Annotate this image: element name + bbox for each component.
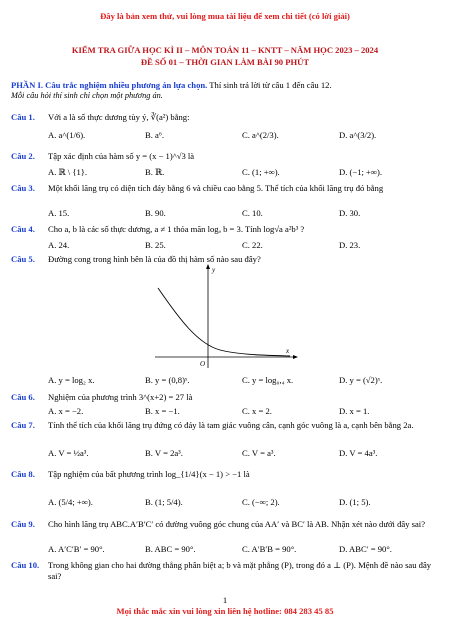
y-axis-label: y: [212, 266, 216, 274]
question-text: Đường cong trong hình bên là của đồ thị hàm số nào sau đây?: [48, 254, 261, 264]
option-b[interactable]: B. V = 2a³.: [145, 448, 183, 458]
option-d[interactable]: D. a^(3/2).: [339, 130, 377, 140]
option-a[interactable]: A. 15.: [48, 208, 70, 218]
question-text: Tập nghiệm của bất phương trình log_{1/4}(x − 1) > −1 là: [48, 469, 250, 479]
option-c[interactable]: C. a^(2/3).: [242, 130, 279, 140]
question-number: Câu 5.: [11, 254, 35, 264]
option-b[interactable]: B. 90.: [145, 208, 166, 218]
option-b[interactable]: B. y = (0,8)ˣ.: [145, 375, 190, 385]
question-number: Câu 7.: [11, 420, 35, 430]
option-a[interactable]: A. ℝ \ {1}.: [48, 167, 88, 177]
option-d[interactable]: D. ABC′ = 90°.: [339, 544, 392, 554]
option-b[interactable]: B. a⁶.: [145, 130, 164, 140]
x-axis-arrow: [293, 355, 298, 359]
option-b[interactable]: B. ABC = 90°.: [145, 544, 196, 554]
question-number: Câu 9.: [11, 519, 35, 529]
question-number: Câu 3.: [11, 183, 35, 193]
option-d[interactable]: D. y = (√2)ˣ.: [339, 375, 383, 385]
option-c[interactable]: C. A′B′B = 90°.: [242, 544, 297, 554]
option-b[interactable]: B. 25.: [145, 240, 166, 250]
question-text: Cho a, b là các số thực dương, a ≠ 1 thỏa mãn logₐ b = 3. Tính log√a a²b³ ?: [48, 224, 305, 234]
question-text: Cho hình lăng trụ ABC.A′B′C′ có đường vuông góc chung của AA′ và BC′ là AB. Nhận xét nào dưới đây sai?: [48, 519, 426, 529]
option-d[interactable]: D. (1; 5).: [339, 497, 371, 507]
option-b[interactable]: B. (1; 5/4).: [145, 497, 183, 507]
exam-title: KIỂM TRA GIỮA HỌC KÌ II – MÔN TOÁN 11 – KNTT – NĂM HỌC 2023 – 2024: [71, 45, 379, 55]
option-b[interactable]: B. x = −1.: [145, 406, 180, 416]
option-c[interactable]: C. V = a³.: [242, 448, 276, 458]
option-d[interactable]: D. x = 1.: [339, 406, 370, 416]
options-row: [48, 167, 441, 179]
question-number: Câu 1.: [11, 112, 35, 122]
question-text: Tính thể tích của khối lăng trụ đứng có đáy là tam giác vuông cân, cạnh góc vuông là a, cạnh bên bằng 2a.: [48, 420, 414, 430]
option-a[interactable]: A. A′C′B′ = 90°.: [48, 544, 105, 554]
exam-subtitle: ĐỀ SỐ 01 – THỜI GIAN LÀM BÀI 90 PHÚT: [140, 57, 310, 67]
question-text: Với a là số thực dương tùy ý, ∛(a²) bằng:: [48, 112, 190, 122]
option-b[interactable]: B. ℝ.: [145, 167, 165, 177]
option-c[interactable]: C. (−∞; 2).: [242, 497, 280, 507]
option-d[interactable]: D. V = 4a³.: [339, 448, 378, 458]
option-a[interactable]: A. y = log₂ x.: [48, 375, 95, 385]
hotline-footer: Mọi thắc mắc xin vui lòng xin liên hệ hotline: 084 283 45 85: [116, 606, 334, 616]
option-c[interactable]: C. x = 2.: [242, 406, 272, 416]
question-text: Tập xác định của hàm số y = (x − 1)^√3 là: [48, 151, 195, 161]
option-d[interactable]: D. 23.: [339, 240, 361, 250]
part-instruction: Thí sinh trả lời từ câu 1 đến câu 12.: [207, 80, 332, 90]
option-d[interactable]: D. 30.: [339, 208, 361, 218]
x-axis-label: x: [286, 347, 290, 355]
options-row: [48, 375, 441, 387]
options-row: [48, 497, 441, 509]
options-row: [48, 448, 441, 460]
part-note: Mỗi câu hỏi thí sinh chỉ chọn một phương án.: [11, 91, 163, 100]
options-row: [48, 406, 441, 418]
option-c[interactable]: C. 22.: [242, 240, 263, 250]
question-number: Câu 6.: [11, 392, 35, 402]
part-label: PHẦN I. Câu trắc nghiệm nhiều phương án lựa chọn.: [11, 80, 208, 90]
options-row: [48, 240, 441, 252]
option-c[interactable]: C. (1; +∞).: [242, 167, 280, 177]
options-row: [48, 130, 441, 142]
options-row: [48, 208, 441, 220]
question-number: Câu 4.: [11, 224, 35, 234]
part-heading: [11, 80, 441, 91]
function-curve: [158, 288, 290, 356]
question-number: Câu 8.: [11, 469, 35, 479]
y-axis-arrow: [206, 264, 210, 269]
question-text: Trong không gian cho hai đường thẳng phân biệt a; b và mặt phẳng (P), trong đó a ⊥ (P). Mệnh đề nào sau đây sai?: [48, 560, 432, 581]
options-row: [48, 544, 441, 556]
option-a[interactable]: A. (5/4; +∞).: [48, 497, 93, 507]
page-number: 1: [222, 595, 228, 605]
question-text: Nghiệm của phương trình 3^(x+2) = 27 là: [48, 392, 193, 402]
origin-label: O: [200, 360, 206, 368]
question-text: Một khối lăng trụ có diện tích đáy bằng 6 và chiều cao bằng 5. Thể tích của khối lăng trụ đó bằng: [48, 183, 384, 193]
preview-banner[interactable]: Đây là bản xem thử, vui lòng mua tài liệu để xem chi tiết (có lời giải): [100, 11, 350, 21]
option-d[interactable]: D. (−1; +∞).: [339, 167, 383, 177]
option-c[interactable]: C. 10.: [242, 208, 263, 218]
option-a[interactable]: A. x = −2.: [48, 406, 84, 416]
option-a[interactable]: A. 24.: [48, 240, 70, 250]
option-a[interactable]: A. V = ½a³.: [48, 448, 89, 458]
option-c[interactable]: C. y = log₀,₄ x.: [242, 375, 294, 385]
function-graph: [150, 258, 300, 373]
question-number: Câu 10.: [11, 560, 40, 570]
question-number: Câu 2.: [11, 151, 35, 161]
option-a[interactable]: A. a^(1/6).: [48, 130, 86, 140]
